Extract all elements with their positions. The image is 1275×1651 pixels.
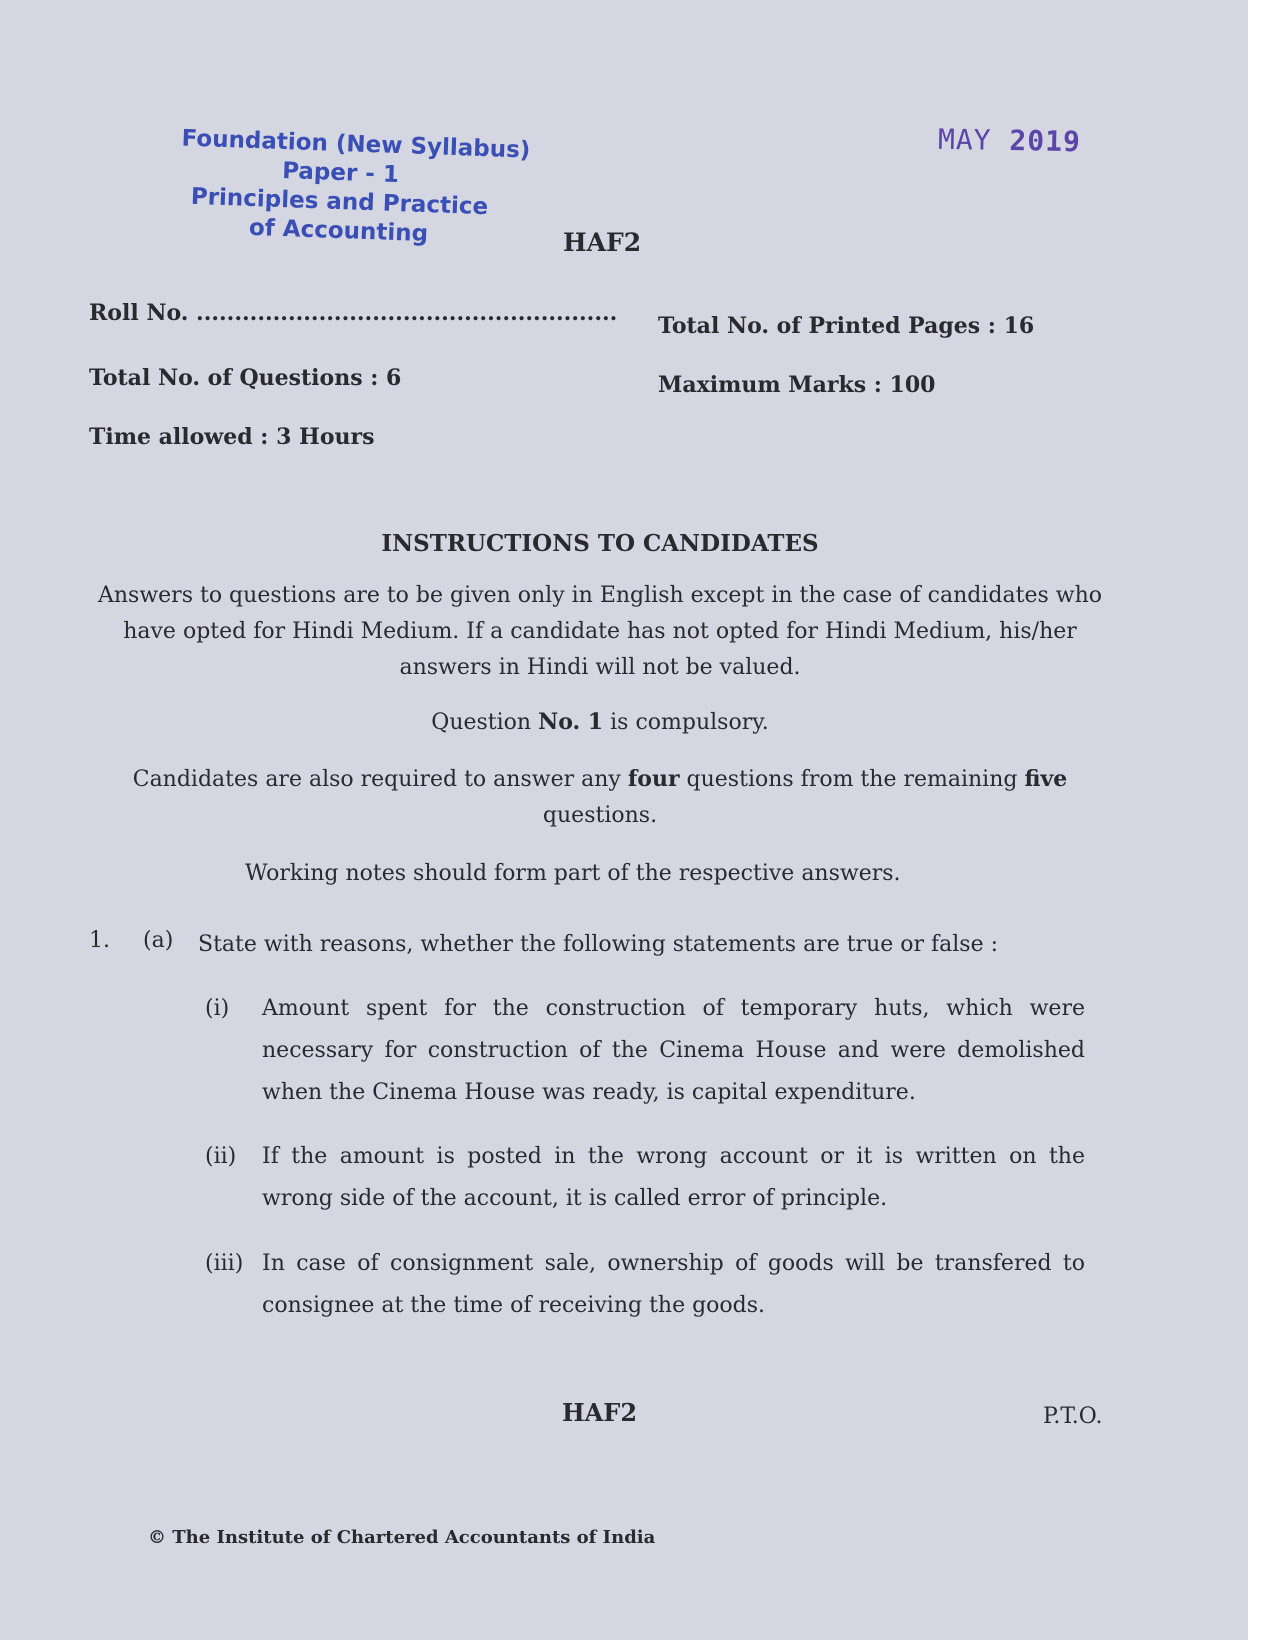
instruction-language: Answers to questions are to be given only in English except in the case of candidates who have opted for Hindi Medium. If a candidate has not opted for Hindi Medium, his/her answers in Hindi will not be valued. (97, 583, 1102, 680)
question-item-text: Amount spent for the construction of temporary huts, which were necessary for construction of the Cinema House and were demolished when the Cinema House was ready, is capital expenditure. (262, 996, 1085, 1105)
instruction-choice-e: questions. (542, 803, 658, 828)
maximum-marks: Maximum Marks : 100 (658, 372, 936, 398)
question-item-2 (205, 1136, 1085, 1220)
date-stamp (938, 123, 1081, 158)
instruction-compulsory-post: is compulsory. (603, 710, 769, 735)
question-item-text: In case of consignment sale, ownership of goods will be transfered to consignee at the time of receiving the goods. (262, 1251, 1085, 1318)
stamp-line-3: Principles and Practice (190, 183, 489, 221)
question-item-num: (i) (205, 996, 230, 1021)
instruction-compulsory-pre: Question (431, 710, 539, 735)
question-item-num: (ii) (205, 1144, 237, 1169)
question-part: (a) (143, 928, 174, 953)
question-stem: State with reasons, whether the following statements are true or false : (198, 932, 999, 957)
question-item-3 (205, 1243, 1085, 1327)
copyright: © The Institute of Chartered Accountants of India (148, 1527, 656, 1548)
pto-label: P.T.O. (1043, 1404, 1103, 1429)
instruction-choice-four: four (627, 766, 680, 792)
date-stamp-month: MAY (937, 122, 992, 157)
syllabus-stamp (178, 124, 531, 251)
question-item-1 (205, 988, 1085, 1114)
instruction-choice (85, 761, 1115, 834)
time-allowed: Time allowed : 3 Hours (89, 424, 375, 450)
stamp-line-1: Foundation (New Syllabus) (181, 125, 531, 164)
instruction-working-notes: Working notes should form part of the respective answers. (245, 861, 901, 886)
instruction-compulsory (85, 704, 1115, 741)
footer-paper-code: HAF2 (562, 1398, 638, 1427)
instruction-choice-five: five (1024, 766, 1068, 792)
question-item-num: (iii) (205, 1251, 244, 1276)
roll-no: Roll No. ....................................................... (89, 300, 618, 326)
total-printed-pages: Total No. of Printed Pages : 16 (658, 313, 1035, 339)
total-questions: Total No. of Questions : 6 (89, 365, 402, 391)
question-number: 1. (89, 928, 110, 953)
stamp-line-4: of Accounting (248, 214, 429, 248)
question-item-text: If the amount is posted in the wrong account or it is written on the wrong side of the account, it is called error of principle. (262, 1144, 1085, 1211)
date-stamp-year: 2019 (1009, 124, 1082, 159)
instruction-compulsory-bold: No. 1 (538, 709, 604, 735)
instruction-choice-c: questions from the remaining (679, 767, 1025, 792)
instruction-choice-a: Candidates are also required to answer any (132, 767, 628, 792)
paper-code: HAF2 (563, 228, 642, 257)
stamp-line-2: Paper - 1 (281, 157, 400, 189)
instructions-title: INSTRUCTIONS TO CANDIDATES (381, 530, 819, 557)
